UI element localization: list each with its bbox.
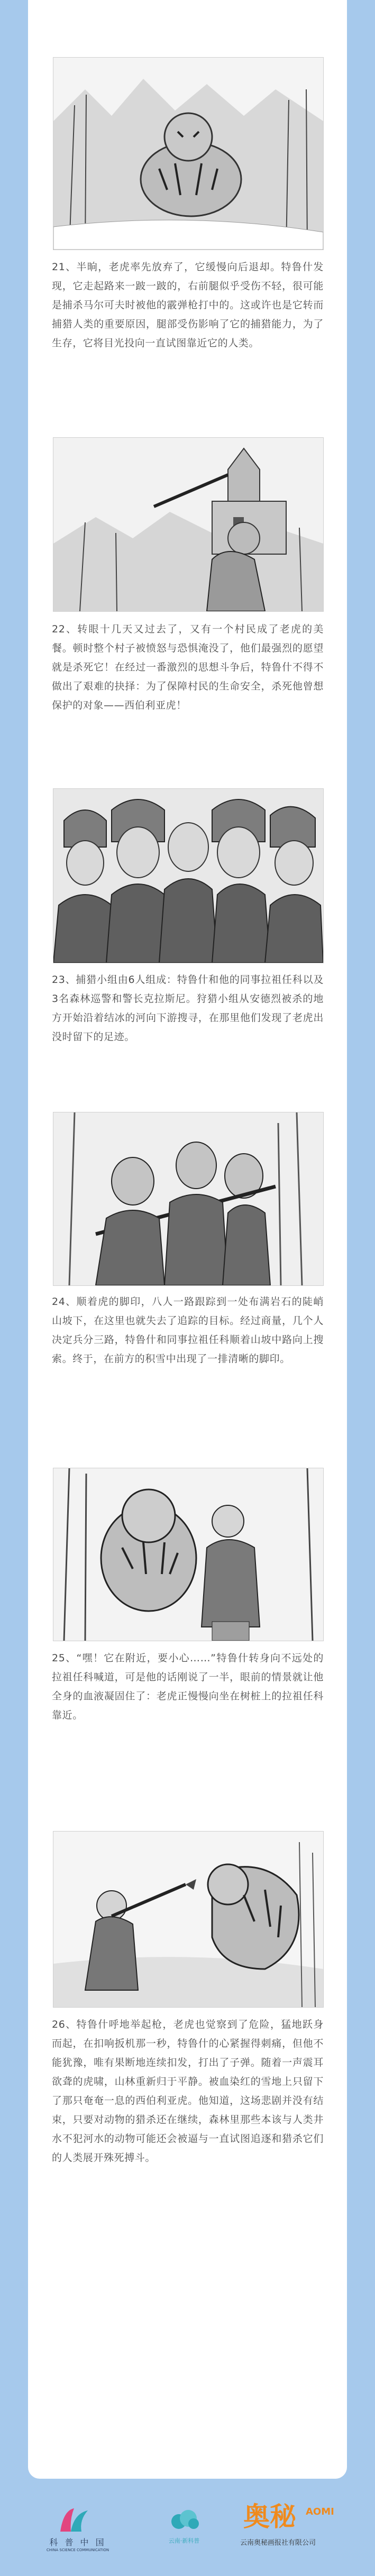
aomi-brand-mark: 奥秘 [243, 2501, 296, 2532]
illustration-hunters-tracking [53, 1112, 324, 1286]
logo-yunnan-new-kepu [142, 2509, 226, 2556]
story-paragraph-25: 25、“嘿！它在附近，要小心……”特鲁什转身向不远处的拉祖任科喊道，可是他的话刚说了一半，眼前的情景就让他全身的血液凝固住了：老虎正慢慢向坐在树桩上的拉祖任科靠近。 [52, 1652, 324, 1721]
story-paragraph-24: 24、顺着虎的脚印，八人一路跟踪到一处布满岩石的陡峭山坡下，在这里也就失去了追踪的目标。经过商量，几个人决定兵分三路，特鲁什和同事拉祖任科顺着山坡中路向上搜索。终于，在前方的积雪中出现了一排清晰的脚印。 [52, 1296, 324, 1365]
illustration-tiger-in-snow [53, 57, 324, 250]
illustration-hunter-with-rifle [53, 437, 324, 612]
aomi-english-name: AOMI [306, 2506, 334, 2517]
story-paragraph-22: 22、转眼十几天又过去了，又有一个村民成了老虎的美餐。顿时整个村子被愤怒与恐惧淹没了，他们最强烈的愿望就是杀死它！在经过一番激烈的思想斗争后，特鲁什不得不做出了艰难的抉择：为了保障村民的生命安全，杀死他曾想保护的对象——西伯利亚虎！ [52, 623, 324, 711]
aomi-company-name: 云南奥秘画报社有限公司 [240, 2539, 316, 2547]
kepu-chinese-name: 科 普 中 国 [49, 2537, 106, 2547]
kepu-wave-icon [58, 2506, 90, 2534]
cloud-icon [168, 2509, 200, 2530]
illustration-hunting-team [53, 788, 324, 963]
story-paragraph-26: 26、特鲁什呼地举起枪，老虎也觉察到了危险，猛地跃身而起，在扣响扳机那一秒，特鲁什的心紧握得刺痛，但他不能犹豫，唯有果断地连续扣发，打出了子弹。随着一声震耳欲聋的虎啸，山林重新归于平静。被血染红的雪地上只留下了那只奄奄一息的西伯利亚虎。他知道，这场悲剧并没有结束，只要对动物的猎杀还在继续，森林里那些本该与人类井水不犯河水的动物可能还会被逼与一直试图追逐和猎杀它们的人类展开殊死搏斗。 [52, 2019, 324, 2164]
illustration-tiger-behind-hunter [53, 1468, 324, 1641]
footer-logos [0, 2480, 375, 2576]
story-paragraph-23: 23、捕猎小组由6人组成：特鲁什和他的同事拉祖任科以及3名森林巡警和警长克拉斯尼。狩猎小组从安德烈被杀的地方开始沿着结冰的河向下游搜寻，在那里他们发现了老虎出没时留下的足迹。 [52, 974, 324, 1043]
logo-aomi [238, 2500, 344, 2558]
kepu-english-name: CHINA SCIENCE COMMUNICATION [46, 2548, 109, 2552]
illustration-tiger-leaping-at-hunter [53, 1831, 324, 2008]
yunnan-new-kepu-name: 云南·新科普 [168, 2537, 200, 2544]
logo-kepu-china [33, 2506, 123, 2556]
story-paragraph-21: 21、半晌，老虎率先放弃了，它缓慢向后退却。特鲁什发现，它走起路来一跛一跛的，右前腿似乎受伤不轻，很可能是捕杀马尔可夫时被他的霰弹枪打中的。这或许也是它转而捕猎人类的重要原因，腿部受伤影响了它的捕猎能力，为了生存，它将目光投向一直试图靠近它的人类。 [52, 261, 324, 349]
